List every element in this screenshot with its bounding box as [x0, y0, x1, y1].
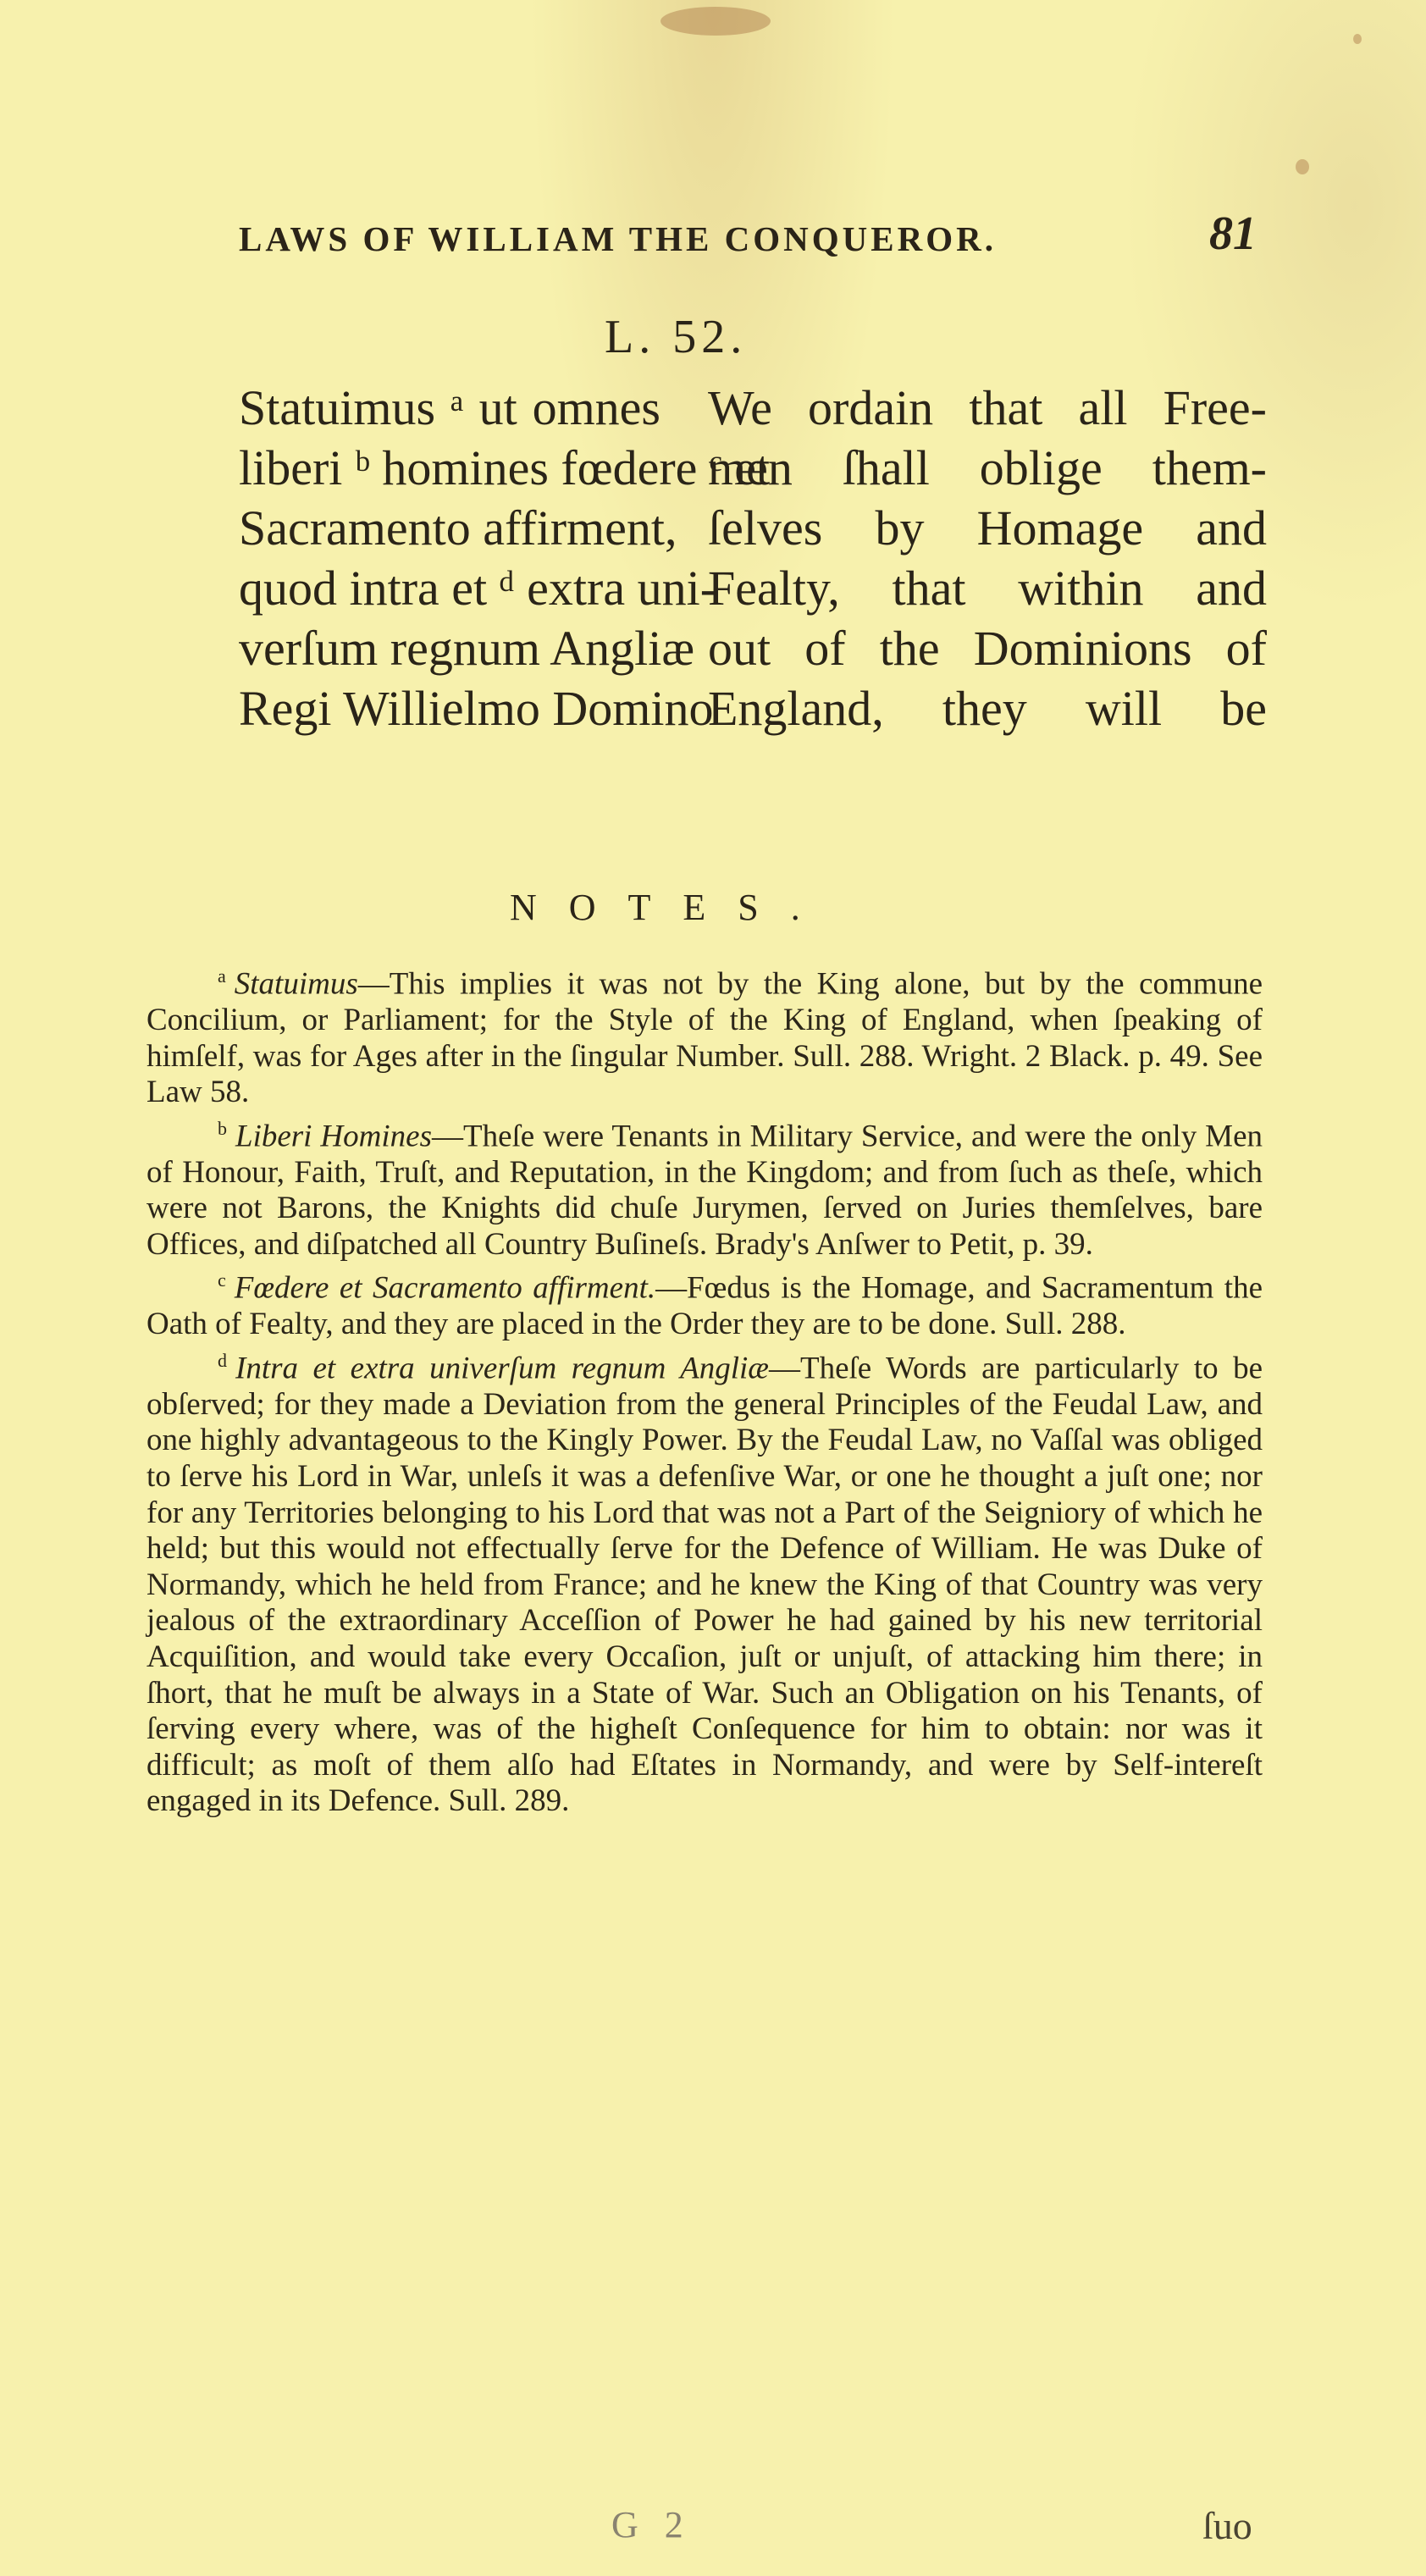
- running-title: LAWS OF WILLIAM THE CONQUEROR.: [239, 219, 997, 258]
- footnote-marker: c: [218, 1269, 226, 1291]
- footnote-b: [146, 1111, 1263, 1263]
- footnote-text: —Fœdus is the Homage, and Sacramentum the Oath of Fealty, and they are placed in the Order they are to be done. Sull. 288.: [146, 1270, 1263, 1342]
- english-line: Fealty, that within and: [708, 561, 1267, 616]
- footnote-term: Statuimus: [234, 966, 358, 1002]
- law-number: L. 52.: [605, 311, 748, 363]
- footnote-term: Intra et extra univerſum regnum Angliæ: [235, 1351, 769, 1386]
- footnote-c: [146, 1263, 1263, 1343]
- latin-line: verſum regnum Angliæ: [239, 621, 695, 676]
- latin-column: [239, 378, 771, 738]
- catchword: ſuo: [1202, 2504, 1252, 2547]
- footnote-term: Fœdere et Sacramento affirment.: [234, 1270, 656, 1306]
- footnote-text: —Theſe Words are particularly to be obſerved; for they made a Deviation from the general Principles of the Feudal Law, and one highly advantageous to the Kingly Power. By the Feudal Law, no Vaſſal was obliged to ſerve his Lord in War, unleſs it was a defenſive War, or one he thought a juſt one; nor for any Territories belonging to his Lord that was not a Part of the Seigniory of which he held; but this would not effectually ſerve for the Defence of William. He was Duke of Normandy, which he held from France; and he knew the King of that Country was very jealous of the extraordinary Acceſſion of Power he had gained by his new territorial Acquiſition, and would take every Occaſion, juſt or unjuſt, of attacking him there; in ſhort, that he muſt be always in a State of War. Such an Obligation on his Tenants, of ſerving every where, was of the higheſt Conſequence for him to obtain: nor was it difficult; as moſt of them alſo had Eſtates in Normandy, and were by Self-intereſt engaged in its Defence. Sull. 289.: [146, 1351, 1263, 1819]
- latin-line: liberi ᵇ homines fœdere ᶜ et: [239, 440, 771, 495]
- latin-line: Regi Willielmo Domino: [239, 681, 714, 736]
- footnote-marker: d: [218, 1349, 227, 1371]
- english-line: out of the Dominions of: [708, 621, 1267, 676]
- page-number: 81: [1209, 207, 1257, 260]
- signature-mark: G 2: [611, 2504, 692, 2546]
- latin-line: Sacramento affirment,: [239, 500, 677, 556]
- footnote-text: —This implies it was not by the King alone, but by the commune Concilium, or Parliament; for the Style of the King of England, when ſpeaking of himſelf, was for Ages after in the ſingular Number. Sull. 288. Wright. 2 Black. p. 49. See Law 58.: [146, 966, 1263, 1110]
- notes-section: [146, 959, 1263, 1820]
- english-column: [708, 378, 1267, 738]
- footnote-marker: b: [218, 1117, 227, 1139]
- english-line: men ſhall oblige them-: [708, 440, 1267, 495]
- latin-line: quod intra et ᵈ extra uni-: [239, 561, 717, 616]
- english-line: ſelves by Homage and: [708, 500, 1267, 556]
- latin-line: Statuimus ᵃ ut omnes: [239, 380, 660, 435]
- footnote-d: [146, 1343, 1263, 1820]
- footnote-marker: a: [218, 965, 226, 987]
- english-line: England, they will be: [708, 681, 1267, 736]
- paper-stain: [1296, 159, 1309, 174]
- paper-stain: [1353, 34, 1362, 44]
- footnote-term: Liberi Homines: [235, 1119, 432, 1154]
- notes-heading: NOTES.: [510, 887, 832, 928]
- footnote-a: [146, 959, 1263, 1111]
- footnote-text: —Theſe were Tenants in Military Service, and were the only Men of Honour, Faith, Truſt, and Reputation, in the Kingdom; and from ſuch as theſe, which were not Barons, the Knights did chuſe Jurymen, ſerved on Juries themſelves, bare Offices, and diſpatched all Country Buſineſs. Brady's Anſwer to Petit, p. 39.: [146, 1119, 1263, 1262]
- paper-stain: [660, 7, 771, 36]
- english-line: We ordain that all Free-: [708, 380, 1267, 435]
